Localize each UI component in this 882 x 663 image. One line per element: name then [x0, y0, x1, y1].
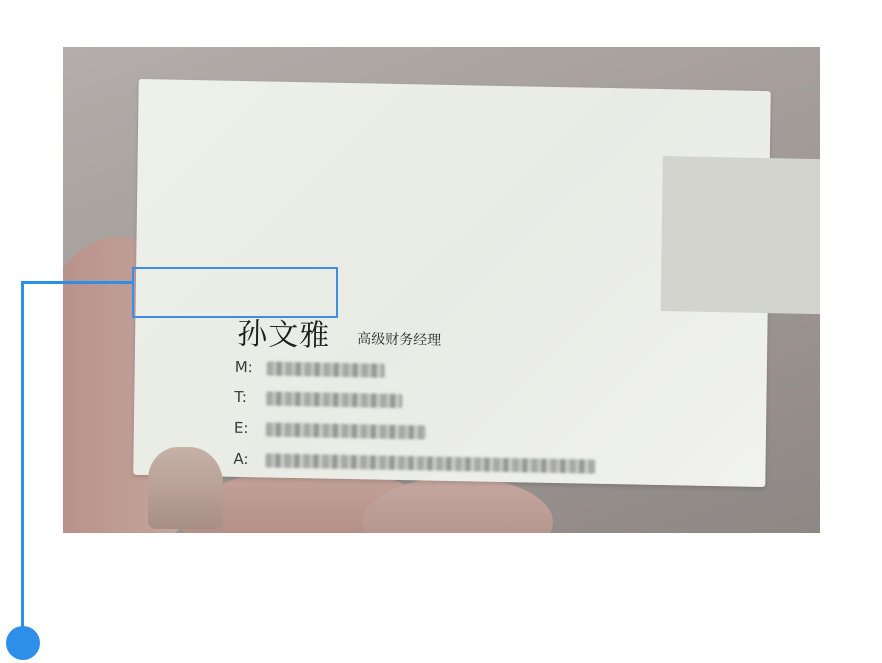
thumb — [148, 447, 223, 529]
blurred-email-value — [266, 422, 426, 439]
field-label-telephone: T: — [234, 387, 248, 407]
name-highlight-box — [132, 267, 338, 318]
card-job-title: 高级财务经理 — [357, 331, 442, 349]
card-name: 孙文雅 — [236, 316, 331, 354]
callout-dot — [6, 626, 40, 660]
callout-line-horizontal — [22, 281, 132, 284]
field-label-address: A: — [233, 449, 249, 469]
field-label-mobile: M: — [234, 357, 253, 377]
blurred-mobile-value — [267, 361, 385, 377]
logo-redacted-block — [661, 156, 820, 314]
blurred-telephone-value — [266, 391, 402, 408]
blurred-address-value — [265, 453, 595, 473]
callout-line-vertical — [21, 281, 24, 641]
field-label-email: E: — [233, 418, 249, 438]
